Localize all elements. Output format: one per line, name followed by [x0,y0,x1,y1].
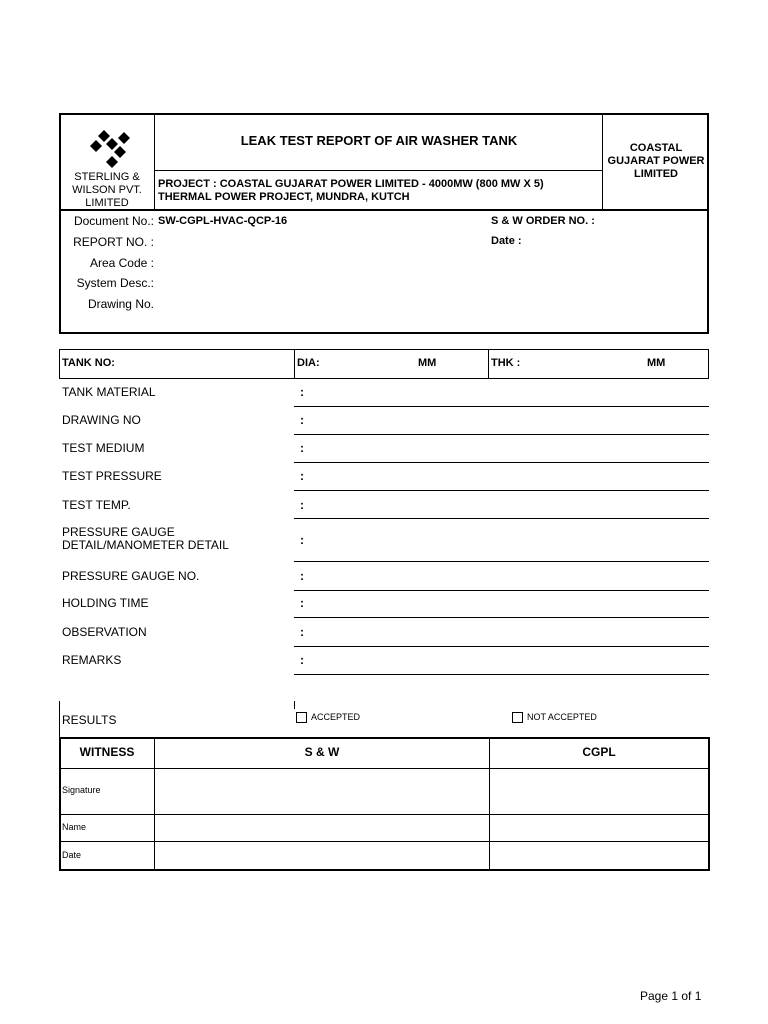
field-label: TANK MATERIAL [62,385,156,399]
field-sep: : [300,441,304,455]
dia-unit: MM [418,357,437,369]
not-accepted-label: NOT ACCEPTED [527,712,597,722]
results-label: RESULTS [62,713,117,727]
divider [59,814,710,815]
client-name: COASTAL GUJARAT POWER LIMITED [607,142,705,180]
field-label: TEST TEMP. [62,498,131,512]
info-box [59,209,709,334]
field-line [294,617,709,618]
divider [294,701,295,709]
company-logo-icon [90,128,134,170]
divider [154,113,155,211]
company-name: STERLING & WILSON PVT. LIMITED [72,171,142,209]
field-sep: : [300,569,304,583]
tank-no-label: TANK NO: [62,357,115,369]
report-title: LEAK TEST REPORT OF AIR WASHER TANK [240,133,518,148]
document-no-value: SW-CGPL-HVAC-QCP-16 [158,215,288,227]
witness-header: WITNESS [79,745,135,759]
field-label: OBSERVATION [62,625,147,639]
field-sep: : [300,413,304,427]
divider [59,841,710,842]
order-no-label: S & W ORDER NO. : [491,215,595,227]
accepted-label: ACCEPTED [311,712,361,722]
field-line [294,406,709,407]
document-no-label: Document No.: [73,214,154,228]
field-line [294,434,709,435]
field-label: TEST MEDIUM [62,441,145,455]
divider [154,170,602,171]
name-label: Name [62,822,87,832]
sw-header: S & W [304,745,340,759]
tank-row [59,349,709,379]
field-line [294,490,709,491]
thk-label: THK : [491,357,521,369]
field-line [294,646,709,647]
system-desc-label: System Desc.: [76,276,154,290]
divider [294,349,295,379]
field-sep: : [300,385,304,399]
field-sep: : [300,653,304,667]
cgpl-header: CGPL [582,745,616,759]
date-row-label: Date [62,850,82,860]
not-accepted-option[interactable] [512,712,597,723]
field-sep: : [300,469,304,483]
accepted-checkbox[interactable] [296,712,307,723]
field-sep: : [300,533,304,547]
accepted-option[interactable] [296,712,360,723]
drawing-no-label: Drawing No. [87,297,154,311]
field-line [294,518,709,519]
field-line [294,561,709,562]
field-label: TEST PRESSURE [62,469,162,483]
field-label: DRAWING NO [62,413,141,427]
divider [602,113,603,211]
field-label: PRESSURE GAUGE DETAIL/MANOMETER DETAIL [62,525,229,552]
project-line-1: PROJECT : COASTAL GUJARAT POWER LIMITED - 4000MW (800 MW X 5) [158,178,544,190]
field-label: PRESSURE GAUGE NO. [62,569,200,583]
field-sep: : [300,498,304,512]
not-accepted-checkbox[interactable] [512,712,523,723]
dia-label: DIA: [297,357,320,369]
divider [488,349,489,379]
field-sep: : [300,596,304,610]
field-line [294,590,709,591]
signature-label: Signature [62,785,101,795]
divider [59,701,60,738]
field-label: HOLDING TIME [62,596,149,610]
field-line [294,674,709,675]
field-label: REMARKS [62,653,122,667]
thk-unit: MM [647,357,666,369]
field-line [294,462,709,463]
project-line-2: THERMAL POWER PROJECT, MUNDRA, KUTCH [158,191,410,203]
date-label: Date : [491,235,522,247]
page-number: Page 1 of 1 [640,989,702,1003]
area-code-label: Area Code : [89,256,154,270]
divider [59,768,710,769]
report-no-label: REPORT NO. : [73,235,154,249]
field-sep: : [300,625,304,639]
